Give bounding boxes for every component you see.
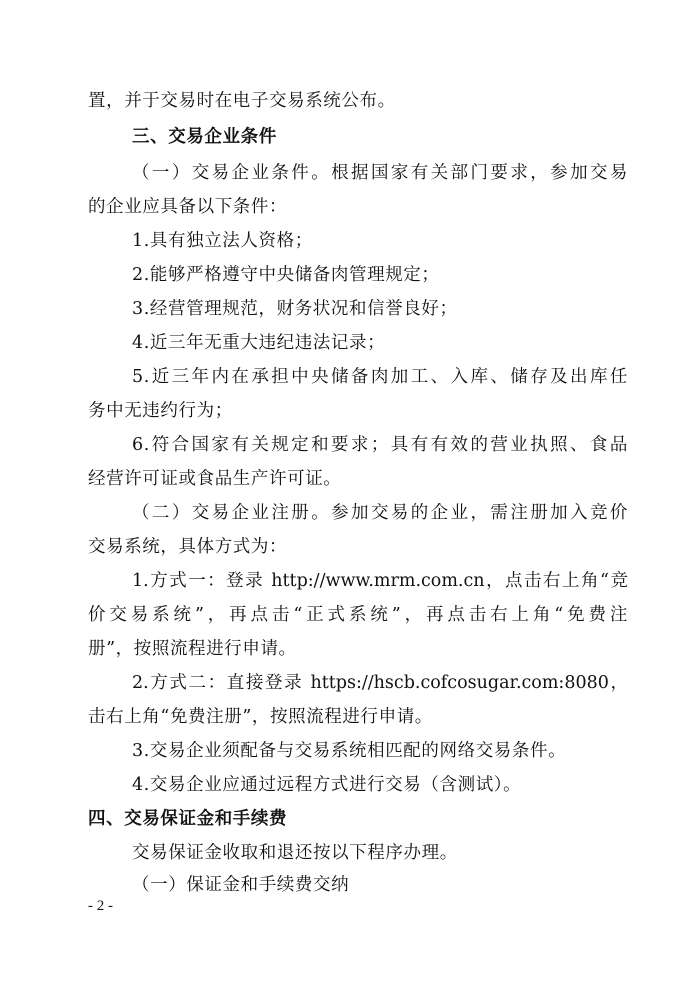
text-line: 务中无违约行为； <box>88 401 233 421</box>
text-line: （二）交易企业注册。参加交易的企业，需注册加入竞价 <box>132 503 628 523</box>
list-item: 4.交易企业应通过远程方式进行交易（含测试）。 <box>132 775 522 795</box>
text-line: 册”，按照流程进行申请。 <box>88 639 297 659</box>
text-line: 置，并于交易时在电子交易系统公布。 <box>88 91 396 111</box>
text-line: 的企业应具备以下条件： <box>88 197 288 217</box>
subsection-heading: （一）保证金和手续费交纳 <box>132 875 350 895</box>
list-item: 6.符合国家有关规定和要求；具有有效的营业执照、食品 <box>132 435 628 455</box>
text-line: 交易保证金收取和退还按以下程序办理。 <box>132 843 458 863</box>
page-number: - 2 - <box>88 898 113 914</box>
list-item: 2.能够严格遵守中央储备肉管理规定； <box>132 265 440 285</box>
list-item: 1.方式一：登录 http://www.mrm.com.cn，点击右上角“竞 <box>132 571 628 591</box>
section-heading-3: 三、交易企业条件 <box>132 127 277 147</box>
list-item: 1.具有独立法人资格； <box>132 231 313 251</box>
list-item: 2.方式二：直接登录 https://hscb.cofcosugar.com:8080， <box>132 673 628 693</box>
list-item: 5.近三年内在承担中央储备肉加工、入库、储存及出库任 <box>132 367 628 387</box>
text-line: 击右上角“免费注册”，按照流程进行申请。 <box>88 707 433 727</box>
list-item: 3.交易企业须配备与交易系统相匹配的网络交易条件。 <box>132 741 567 761</box>
list-item: 3.经营管理规范，财务状况和信誉良好； <box>132 299 458 319</box>
section-heading-4: 四、交易保证金和手续费 <box>88 809 288 829</box>
text-line: 经营许可证或食品生产许可证。 <box>88 469 342 489</box>
list-item: 4.近三年无重大违纪违法记录； <box>132 333 386 353</box>
text-line: （一）交易企业条件。根据国家有关部门要求，参加交易 <box>132 163 628 183</box>
text-line: 价交易系统”，再点击“正式系统”，再点击右上角“免费注 <box>88 605 628 625</box>
text-line: 交易系统，具体方式为： <box>88 537 288 557</box>
